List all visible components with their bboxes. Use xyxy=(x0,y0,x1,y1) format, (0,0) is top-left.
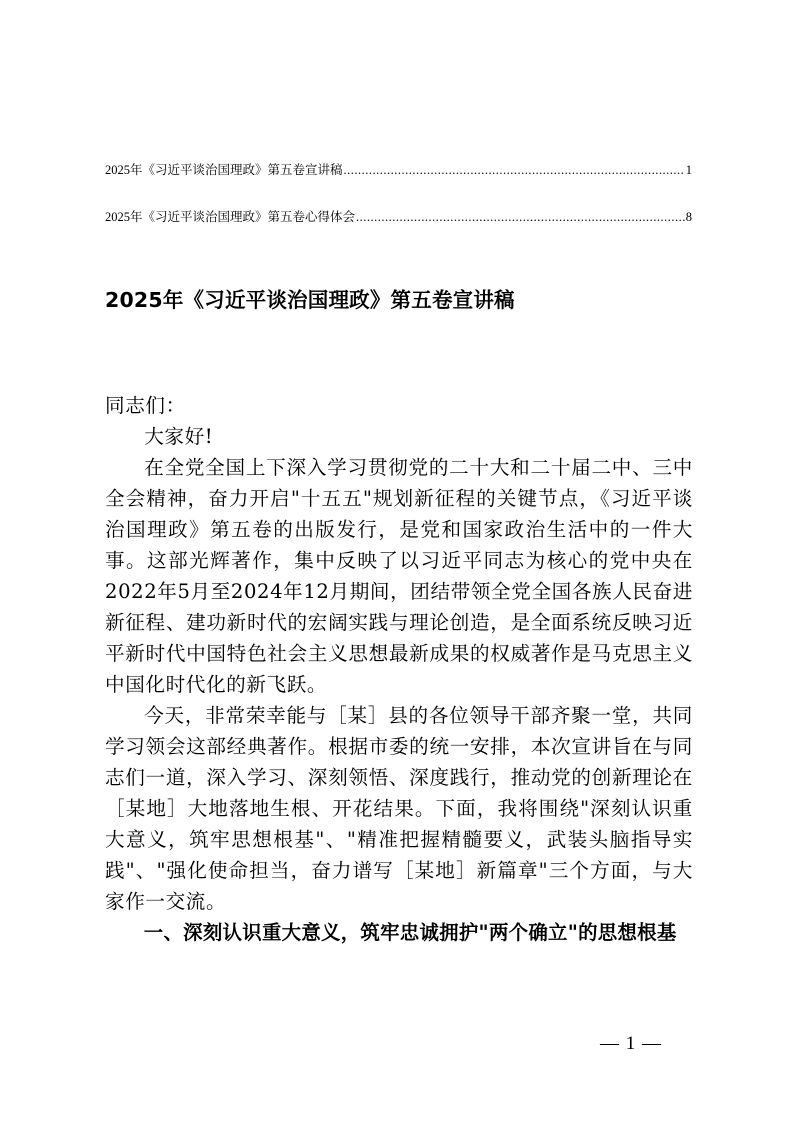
section-heading-1: 一、深刻认识重大意义，筑牢忠诚拥护"两个确立"的思想根基 xyxy=(143,921,677,944)
toc-dot-leader xyxy=(356,209,685,226)
salutation: 同志们： xyxy=(105,394,186,417)
toc-entry[interactable] xyxy=(105,162,692,179)
paragraph-agenda: 今天，非常荣幸能与［某］县的各位领导干部齐聚一堂，共同学习领会这部经典著作。根据市委的统一安排，本次宣讲旨在与同志们一道，深入学习、深刻领悟、深度践行，推动党的创新理论在［某地］大地落地生根、开花结果。下面，我将围绕"深刻认识重大意义，筑牢思想根基"、"精准把握精髓要义，武装头脑指导实践"、"强化使命担当，奋力谱写［某地］新篇章"三个方面，与大家作一交流。 xyxy=(105,704,693,913)
paragraph-greeting: 大家好! xyxy=(144,425,214,448)
toc-entry-page: 1 xyxy=(685,163,692,177)
paragraph-introduction: 在全党全国上下深入学习贯彻党的二十大和二十届二中、三中全会精神，奋力开启"十五五"规划新征程的关键节点，《习近平谈治国理政》第五卷的出版发行，是党和国家政治生活中的一件大事。这部光辉著作，集中反映了以习近平同志为核心的党中央在2022年5月至2024年12月期间，团结带领全党全国各族人民奋进新征程、建功新时代的宏阔实践与理论创造，是全面系统反映习近平新时代中国特色社会主义思想最新成果的权威著作是马克思主义中国化时代化的新飞跃。 xyxy=(105,456,693,696)
toc-entry-title: 2025年《习近平谈治国理政》第五卷心得体会 xyxy=(105,210,356,224)
toc-dot-leader xyxy=(344,162,685,179)
document-title: 2025年《习近平谈治国理政》第五卷宣讲稿 xyxy=(105,288,515,312)
table-of-contents xyxy=(105,162,692,256)
document-body xyxy=(105,390,693,948)
toc-entry[interactable] xyxy=(105,209,692,226)
toc-entry-title: 2025年《习近平谈治国理政》第五卷宣讲稿 xyxy=(105,163,343,177)
toc-entry-page: 8 xyxy=(685,210,692,224)
page-number: — 1 — xyxy=(600,1033,662,1054)
